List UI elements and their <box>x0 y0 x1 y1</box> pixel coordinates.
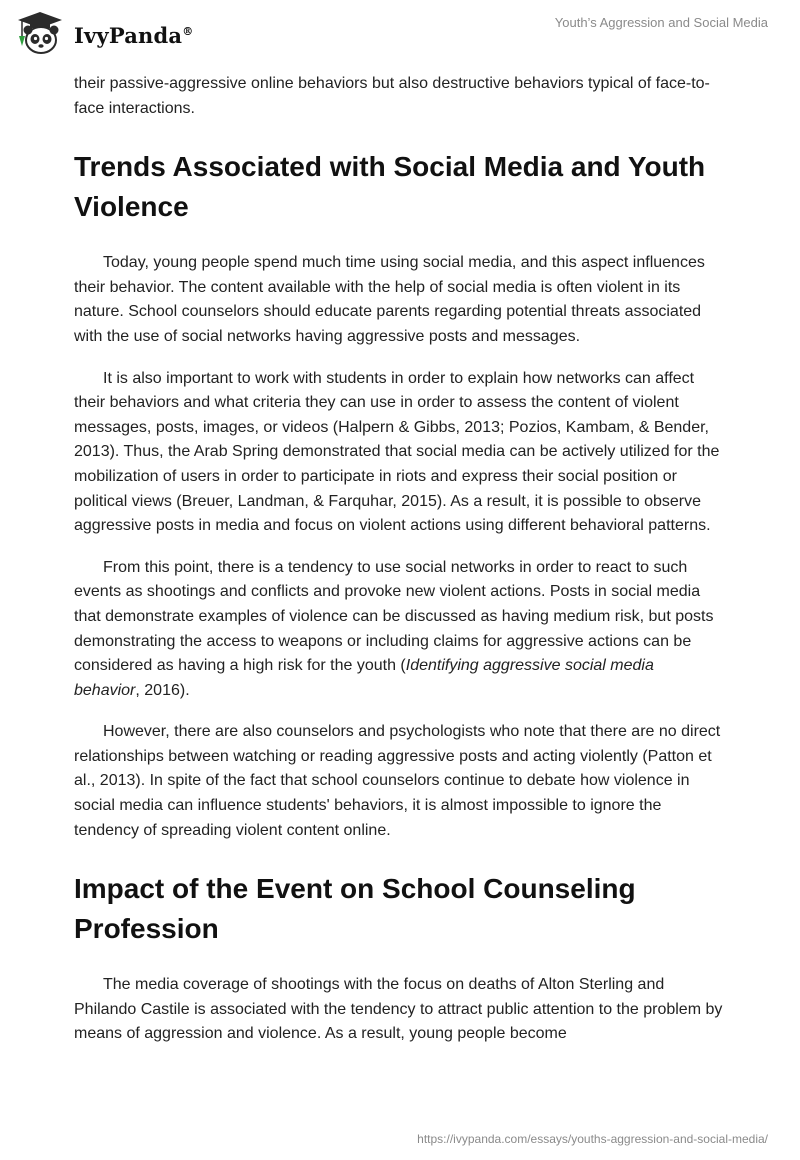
panda-graduate-icon <box>14 10 66 56</box>
citation-title: Identifying aggressive social media behavior <box>74 657 654 699</box>
paragraph-continued: their passive-aggressive online behaviors but also destructive behaviors typical of face-to-face interactions. <box>74 75 710 117</box>
source-url[interactable]: https://ivypanda.com/essays/youths-aggression-and-social-media/ <box>417 1132 768 1146</box>
section-heading-impact: Impact of the Event on School Counseling Profession <box>74 873 636 945</box>
page-header <box>0 0 800 70</box>
ivypanda-logo[interactable] <box>14 10 193 56</box>
paragraph: However, there are also counselors and psychologists who note that there are no direct relationships between watching or reading aggressive posts and acting violently (Patton et al., 2013). In spite of the fact that school counselors continue to debate how violence in social media can influence students' behaviors, it is almost impossible to ignore the tendency of spreading violent content online. <box>74 723 721 839</box>
paragraph: It is also important to work with students in order to explain how networks can affect their behaviors and what criteria they can use in order to assess the content of violent messages, posts, images, or videos (Halpern & Gibbs, 2013; Pozios, Kambam, & Bender, 2013). Thus, the Arab Spring demonstrated that social media can be actively utilized for the mobilization of users in order to participate in riots and express their social position or political views (Breuer, Landman, & Farquhar, 2015). As a result, it is possible to observe aggressive posts in media and focus on violent actions using different behavioral patterns. <box>74 369 720 535</box>
brand-name: IvyPanda® <box>74 22 194 48</box>
paragraph: The media coverage of shootings with the focus on deaths of Alton Sterling and Philando Castile is associated with the tendency to attract public attention to the problem by means of aggression and violence. As a result, young people become <box>74 976 723 1043</box>
essay-body <box>74 72 724 1064</box>
section-heading-trends: Trends Associated with Social Media and Youth Violence <box>74 151 706 223</box>
paragraph: From this point, there is a tendency to use social networks in order to react to such events as shootings and conflicts and provoke new violent actions. Posts in social media that demonstrate examples of violence can be discussed as having medium risk, but posts demonstrating the access to weapons or including claims for aggressive actions can be considered as having a high risk for the youth (Identifying aggressive social media behavior, 2016). <box>74 558 714 699</box>
document-title: Youth’s Aggression and Social Media <box>554 15 768 30</box>
paragraph: Today, young people spend much time using social media, and this aspect influences their behavior. The content available with the help of social media is often violent in its nature. School counselors should educate parents regarding potential threats associated with the use of social networks having aggressive posts and messages. <box>74 254 705 345</box>
